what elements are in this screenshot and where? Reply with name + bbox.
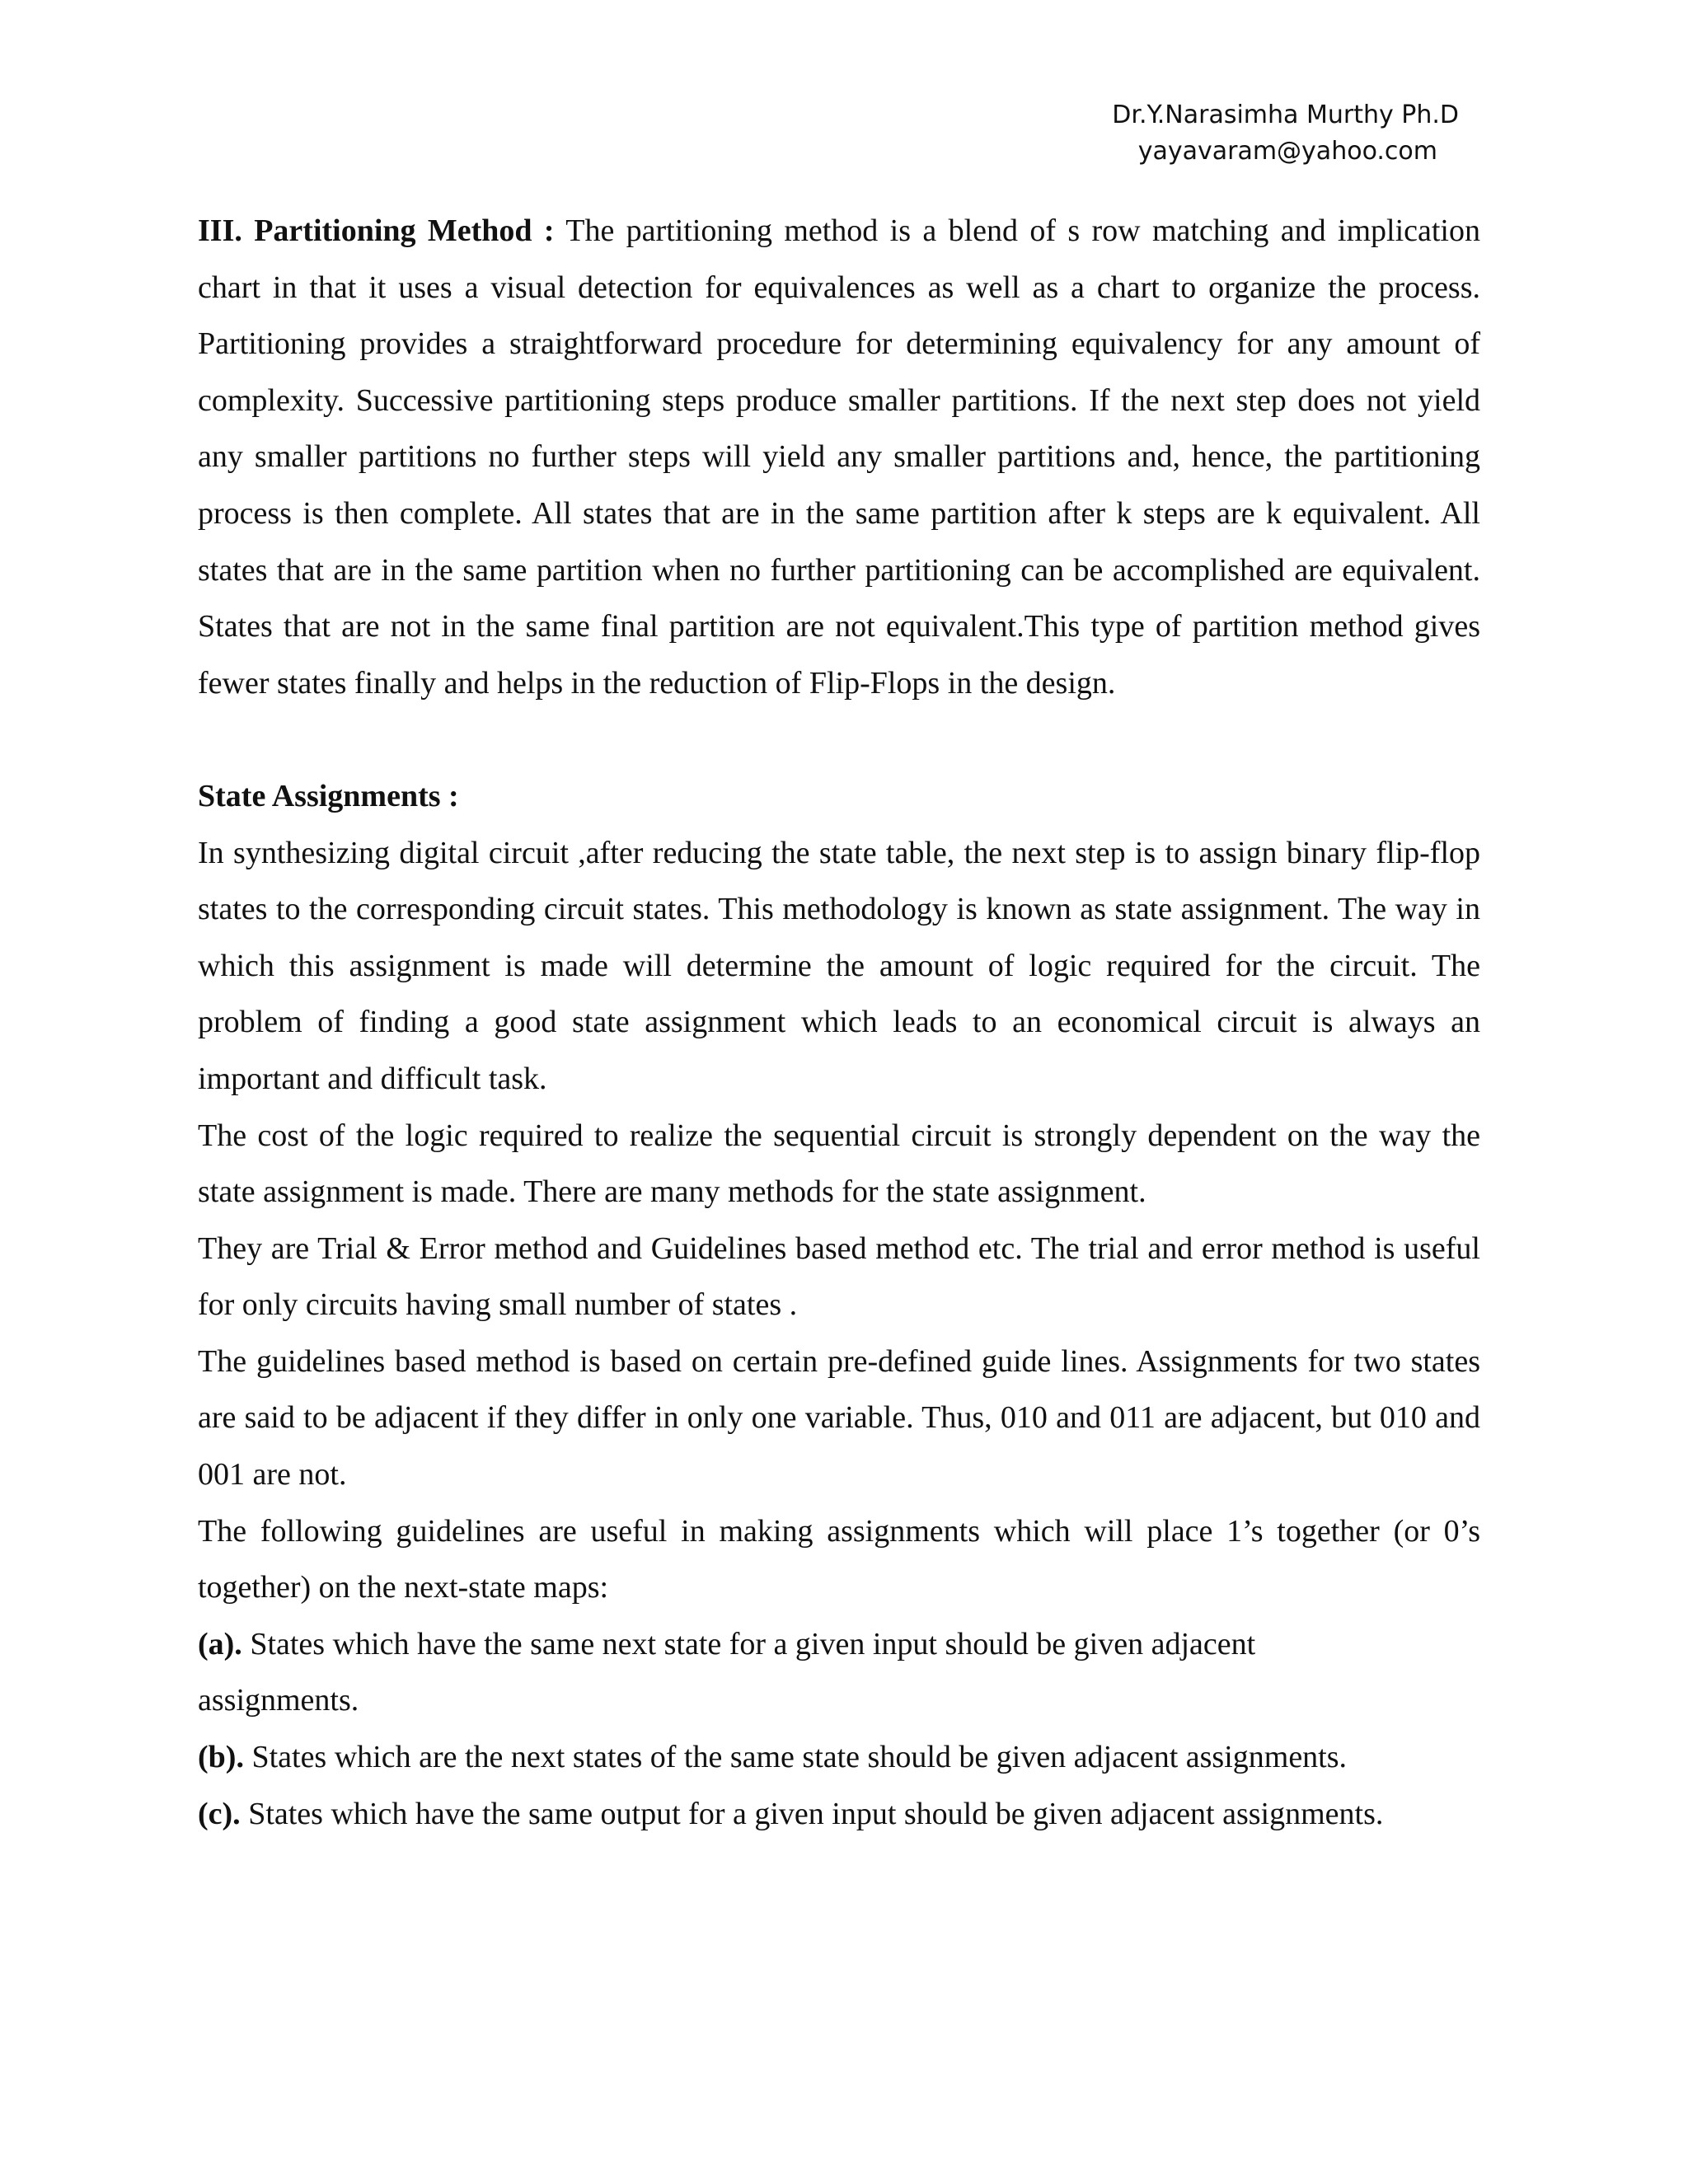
paragraph: The following guidelines are useful in making assignments which will place 1’s together (or 0’s together) on the next-state maps: [198, 1513, 1480, 1605]
guideline-marker: (b). [198, 1740, 244, 1775]
guideline-marker: (c). [198, 1796, 241, 1831]
guideline-marker: (a). [198, 1626, 242, 1661]
paragraph: In synthesizing digital circuit ,after reducing the state table, the next step is to assign binary flip-flop states to the corresponding circuit states. This methodology is known as state assignment. The way in which this assignment is made will determine the amount of logic required for the circuit. The problem of finding a good state assignment which leads to an economical circuit is always an important and difficult task. [198, 835, 1480, 1096]
paragraph-spacer [198, 711, 1480, 768]
section-body: The partitioning method is a blend of s row matching and implication chart in that it uses a visual detection for equivalences as well as a chart to organize the process. Partitioning provides a straightforward procedure for determining equivalency for any amount of complexity. Successive partitioning steps produce smaller partitions. If the next step does not yield any smaller partitions no further steps will yield any smaller partitions and, hence, the partitioning process is then complete. All states that are in the same partition after k steps are k equivalent. All states that are in the same partition when no further partitioning can be accomplished are equivalent. States that are not in the same final partition are not equivalent.This type of partition method gives fewer states finally and helps in the reduction of Flip-Flops in the design. [198, 213, 1480, 701]
guideline-text: States which have the same next state for a given input should be given adjacent [241, 1626, 1256, 1661]
author-email: yayavaram@yahoo.com [1137, 137, 1437, 166]
paragraph: They are Trial & Error method and Guidelines based method etc. The trial and error method is useful for only circuits having small number of states . [198, 1230, 1480, 1323]
paragraph: The cost of the logic required to realize the sequential circuit is strongly dependent on the way the state assignment is made. There are many methods for the state assignment. [198, 1118, 1480, 1210]
document-body [198, 203, 1480, 1842]
guideline-item [198, 1729, 1480, 1786]
paragraph: The guidelines based method is based on certain pre-defined guide lines. Assignments for two states are said to be adjacent if they differ in only one variable. Thus, 010 and 011 are adjacent, but 010 and 001 are not. [198, 1343, 1480, 1493]
guideline-item [198, 1616, 1480, 1673]
section-title: III. Partitioning Method : [198, 213, 555, 248]
guideline-text: States which have the same output for a given input should be given adjacent assignments. [240, 1796, 1384, 1831]
guideline-text: States which are the next states of the same state should be given adjacent assignments. [243, 1740, 1348, 1775]
guideline-item [198, 1672, 1480, 1729]
page-header [1112, 97, 1459, 170]
guideline-item [198, 1786, 1480, 1843]
author-name: Dr.Y.Narasimha Murthy Ph.D [1112, 101, 1459, 129]
partitioning-method-paragraph [198, 203, 1480, 711]
state-assignments-heading: State Assignments : [198, 778, 459, 813]
guideline-text: assignments. [198, 1683, 359, 1718]
